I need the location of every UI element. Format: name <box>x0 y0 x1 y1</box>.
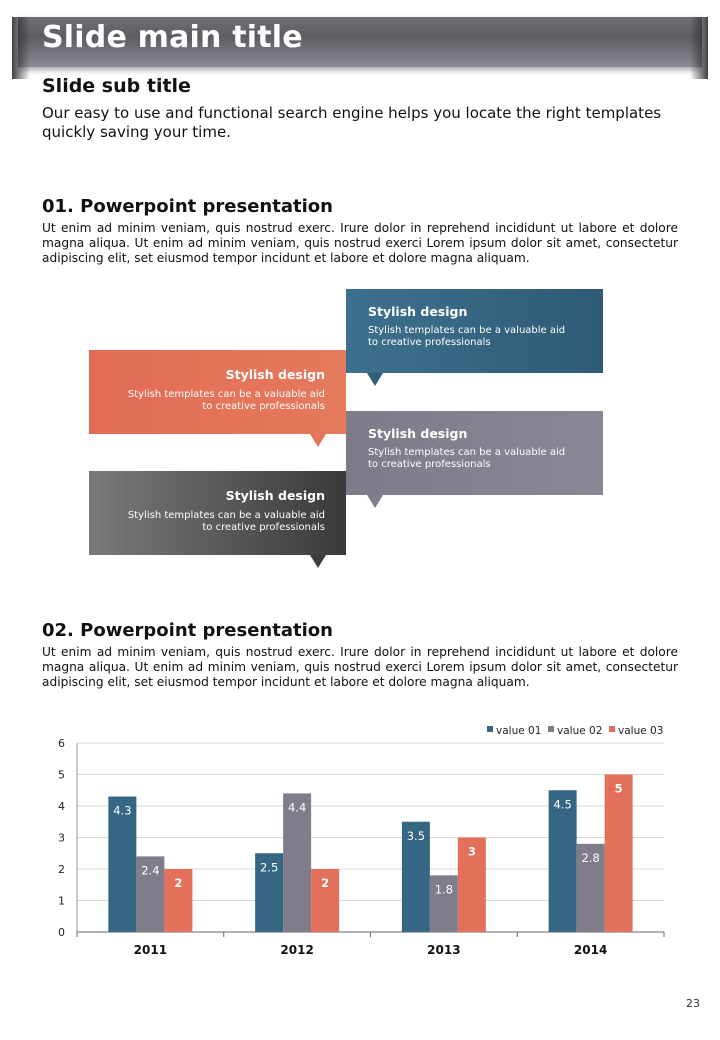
intro-text: Our easy to use and functional search engine helps you locate the right templates quickly saving your time. <box>42 104 662 141</box>
data-label: 4.5 <box>553 797 572 812</box>
x-tick-label: 2014 <box>573 943 608 957</box>
data-label: 4.3 <box>113 803 132 818</box>
y-tick-label: 4 <box>58 800 65 813</box>
data-label: 5 <box>614 781 623 796</box>
legend-swatch <box>609 726 615 732</box>
callout-gray <box>346 411 603 495</box>
page-number: 23 <box>686 997 700 1010</box>
y-tick-label: 3 <box>58 831 65 845</box>
callout-title: Stylish design <box>225 367 325 382</box>
bar-chart <box>40 720 680 960</box>
data-label: 4.4 <box>287 800 307 815</box>
callout-tail <box>367 373 383 386</box>
callout-dark <box>89 471 346 555</box>
section-1-title: 01. Powerpoint presentation <box>42 196 333 217</box>
x-tick-label: 2012 <box>280 943 314 957</box>
data-label: 2.5 <box>259 860 279 875</box>
callout-text: Stylish templates can be a valuable aid to creative professionals <box>127 389 325 412</box>
callout-tail <box>310 555 326 568</box>
legend-label: value 03 <box>618 725 664 737</box>
y-tick-label: 2 <box>58 863 65 876</box>
bar <box>605 775 633 933</box>
legend-label: value 01 <box>496 725 542 737</box>
callout-tail <box>310 434 326 447</box>
legend-label: value 02 <box>557 725 603 737</box>
y-tick-label: 6 <box>58 737 65 750</box>
y-tick-label: 1 <box>58 894 65 908</box>
x-tick-label: 2011 <box>133 943 168 957</box>
y-tick-label: 5 <box>58 768 65 782</box>
data-label: 3.5 <box>406 828 426 843</box>
callout-text: Stylish templates can be a valuable aid to creative professionals <box>127 510 325 533</box>
section-1-body: Ut enim ad minim veniam, quis nostrud exerc. Irure dolor in reprehend incididunt ut labore et dolore magna aliqua. Ut enim ad minim veniam, quis nostrud exerci Lorem ipsum dolor sit amet, consectetur adipiscing elit, set eiusmod tempor incidunt et labore et dolore magna aliquam. <box>42 221 678 265</box>
legend-swatch <box>487 726 493 732</box>
data-label: 1.8 <box>434 882 454 897</box>
callout-text: Stylish templates can be a valuable aid to creative professionals <box>368 447 566 470</box>
data-label: 2 <box>321 876 330 890</box>
callout-tail <box>367 495 383 508</box>
data-label: 2.8 <box>581 850 600 865</box>
section-2-body: Ut enim ad minim veniam, quis nostrud exerc. Irure dolor in reprehend incididunt ut labore et dolore magna aliqua. Ut enim ad minim veniam, quis nostrud exerci Lorem ipsum dolor sit amet, consectetur adipiscing elit, set eiusmod tempor incidunt et labore et dolore magna aliquam. <box>42 645 678 689</box>
main-title: Slide main title <box>42 20 303 55</box>
callout-title: Stylish design <box>368 426 468 441</box>
data-label: 3 <box>467 844 476 859</box>
data-label: 2 <box>174 876 183 890</box>
legend-swatch <box>548 726 554 732</box>
sub-title: Slide sub title <box>42 75 191 97</box>
callout-blue <box>346 289 603 373</box>
section-2-title: 02. Powerpoint presentation <box>42 620 333 641</box>
y-tick-label: 0 <box>58 926 65 939</box>
data-label: 2.4 <box>141 863 160 878</box>
callout-text: Stylish templates can be a valuable aid to creative professionals <box>368 325 566 348</box>
callout-title: Stylish design <box>368 304 468 319</box>
callout-orange <box>89 350 346 434</box>
bar <box>549 790 577 932</box>
callout-title: Stylish design <box>225 488 325 503</box>
x-tick-label: 2013 <box>427 943 461 957</box>
